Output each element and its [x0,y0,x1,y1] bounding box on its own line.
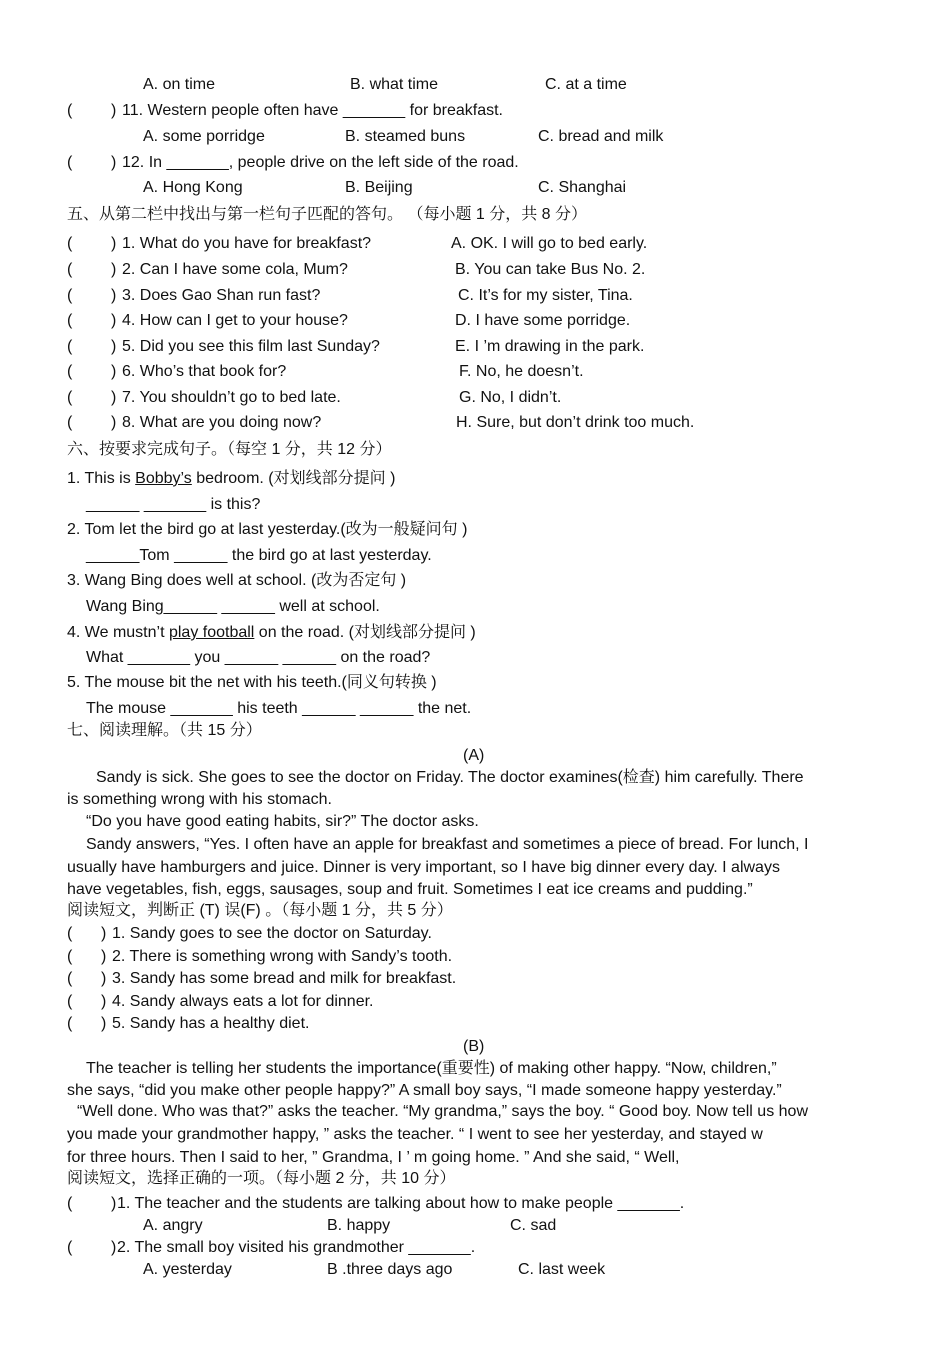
s5-answer: B. You can take Bus No. 2. [455,261,646,278]
s5-answer: F. No, he doesn’t. [459,363,584,380]
s5-answer: G. No, I didn’t. [459,389,562,406]
s6-q5-answer: The mouse _______ his teeth ______ ______ the net. [86,700,472,717]
s5-paren-close: ) [111,235,117,252]
tf-question: 2. There is something wrong with Sandy’s tooth. [112,948,453,965]
s6-q3-answer: Wang Bing______ ______ well at school. [86,598,380,615]
s5-paren-close: ) [111,389,117,406]
q10-option-c: C. at a time [545,76,627,93]
b-q2-paren-open: ( [67,1239,73,1256]
s5-paren-open: ( [67,287,73,304]
s6-q1-b: bedroom. (对划线部分提问 ) [191,470,396,487]
s5-question: 7. You shouldn’t go to bed late. [122,389,341,406]
s6-q2-answer: ______Tom ______ the bird go at last yesterday. [86,547,432,564]
tf-paren-close: ) [101,993,107,1010]
s6-q4-a: 4. We mustn’t [67,624,169,641]
s5-paren-open: ( [67,312,73,329]
passage-a-line: usually have hamburgers and juice. Dinner is very important, so I have big dinner every day. I always [67,859,780,876]
s5-paren-close: ) [111,363,117,380]
passage-a-instructions: 阅读短文，判断正 (T) 误(F) 。（每小题 1 分，共 5 分） [67,902,453,919]
passage-b-line: “Well done. Who was that?” asks the teacher. “My grandma,” says the boy. “ Good boy. Now tell us how [77,1103,808,1120]
q12-paren-open: ( [67,154,73,171]
passage-a-line: have vegetables, fish, eggs, sausages, soup and fruit. Sometimes I eat ice creams and pudding.” [67,881,753,898]
b-q1-paren-close: ) [111,1195,117,1212]
q11-paren-close: ) [111,102,117,119]
tf-paren-close: ) [101,948,107,965]
tf-paren-open: ( [67,993,73,1010]
q12-option-c: C. Shanghai [538,179,627,196]
s6-q1 [67,469,395,489]
passage-b-line: you made your grandmother happy, ” asks the teacher. “ I went to see her yesterday, and stayed w [67,1126,763,1143]
tf-paren-close: ) [101,1015,107,1032]
tf-paren-open: ( [67,925,73,942]
s5-question: 8. What are you doing now? [122,414,322,431]
s5-question: 5. Did you see this film last Sunday? [122,338,380,355]
s5-answer: A. OK. I will go to bed early. [451,235,648,252]
b-q1-option-c: C. sad [510,1217,557,1234]
s5-question: 1. What do you have for breakfast? [122,235,372,252]
passage-b-line: The teacher is telling her students the importance(重要性) of making other happy. “Now, children,” [86,1060,777,1077]
s6-q4 [67,623,476,643]
passage-a-label: (A) [463,747,485,764]
q12-text: 12. In _______, people drive on the left side of the road. [122,154,519,171]
section6-title: 六、按要求完成句子。（每空 1 分，共 12 分） [67,441,392,458]
q11-paren-open: ( [67,102,73,119]
tf-question: 3. Sandy has some bread and milk for breakfast. [112,970,457,987]
s5-paren-close: ) [111,312,117,329]
passage-a-line: “Do you have good eating habits, sir?” The doctor asks. [86,813,479,830]
b-q2-option-c: C. last week [518,1261,606,1278]
s6-q1-underlined: Bobby’s [135,470,192,487]
s6-q2: 2. Tom let the bird go at last yesterday.(改为一般疑问句 ) [67,521,468,538]
q11-option-c: C. bread and milk [538,128,664,145]
s5-paren-open: ( [67,235,73,252]
b-q1-text: 1. The teacher and the students are talking about how to make people _______. [117,1195,685,1212]
q11-text: 11. Western people often have _______ for breakfast. [122,102,503,119]
s6-q5: 5. The mouse bit the net with his teeth.(同义句转换 ) [67,674,437,691]
s5-paren-open: ( [67,261,73,278]
s5-question: 2. Can I have some cola, Mum? [122,261,348,278]
s5-paren-open: ( [67,414,73,431]
s5-answer: H. Sure, but don’t drink too much. [456,414,695,431]
tf-paren-open: ( [67,970,73,987]
b-q2-option-a: A. yesterday [143,1261,232,1278]
q12-option-a: A. Hong Kong [143,179,243,196]
q12-option-b: B. Beijing [345,179,413,196]
s6-q4-underlined: play football [168,624,255,641]
q11-option-b: B. steamed buns [345,128,466,145]
s6-q4-answer: What _______ you ______ ______ on the road? [86,649,431,666]
passage-b-line: she says, “did you make other people happy?” A small boy says, “I made someone happy yesterday.” [67,1082,782,1099]
tf-question: 4. Sandy always eats a lot for dinner. [112,993,374,1010]
s5-question: 6. Who’s that book for? [122,363,287,380]
q10-option-b: B. what time [350,76,439,93]
section7-title: 七、阅读理解。（共 15 分） [67,722,262,739]
s6-q1-a: 1. This is [67,470,136,487]
tf-paren-close: ) [101,970,107,987]
s5-paren-open: ( [67,338,73,355]
tf-question: 1. Sandy goes to see the doctor on Saturday. [112,925,432,942]
b-q2-option-b: B .three days ago [327,1261,453,1278]
s6-q3: 3. Wang Bing does well at school. (改为否定句 ) [67,572,407,589]
s5-paren-close: ) [111,261,117,278]
passage-a-line: Sandy answers, “Yes. I often have an apple for breakfast and sometimes a piece of bread. For lunch, I [86,836,809,853]
b-q2-paren-close: ) [111,1239,117,1256]
b-q2-text: 2. The small boy visited his grandmother _______. [117,1239,476,1256]
q11-option-a: A. some porridge [143,128,265,145]
s6-q4-b: on the road. (对划线部分提问 ) [254,624,476,641]
tf-paren-open: ( [67,948,73,965]
q12-paren-close: ) [111,154,117,171]
b-q1-option-b: B. happy [327,1217,391,1234]
tf-paren-open: ( [67,1015,73,1032]
b-q1-option-a: A. angry [143,1217,203,1234]
q10-option-a: A. on time [143,76,216,93]
s5-answer: E. I ’m drawing in the park. [455,338,645,355]
passage-b-label: (B) [463,1038,485,1055]
s5-answer: D. I have some porridge. [455,312,631,329]
s6-q1-answer: ______ _______ is this? [86,496,261,513]
b-q1-paren-open: ( [67,1195,73,1212]
s5-paren-open: ( [67,389,73,406]
tf-question: 5. Sandy has a healthy diet. [112,1015,310,1032]
section5-title: 五、从第二栏中找出与第一栏句子匹配的答句。 （每小题 1 分，共 8 分） [67,206,588,223]
s5-question: 3. Does Gao Shan run fast? [122,287,321,304]
tf-paren-close: ) [101,925,107,942]
s5-answer: C. It’s for my sister, Tina. [458,287,633,304]
s5-question: 4. How can I get to your house? [122,312,348,329]
passage-a-line: Sandy is sick. She goes to see the doctor on Friday. The doctor examines(检查) him carefully. There [96,769,804,786]
s5-paren-open: ( [67,363,73,380]
passage-a-line: is something wrong with his stomach. [67,791,332,808]
passage-b-instructions: 阅读短文，选择正确的一项。（每小题 2 分，共 10 分） [67,1170,456,1187]
s5-paren-close: ) [111,338,117,355]
s5-paren-close: ) [111,287,117,304]
s5-paren-close: ) [111,414,117,431]
passage-b-line: for three hours. Then I said to her, ” Grandma, I ’ m going home. ” And she said, “ Well, [67,1149,680,1166]
